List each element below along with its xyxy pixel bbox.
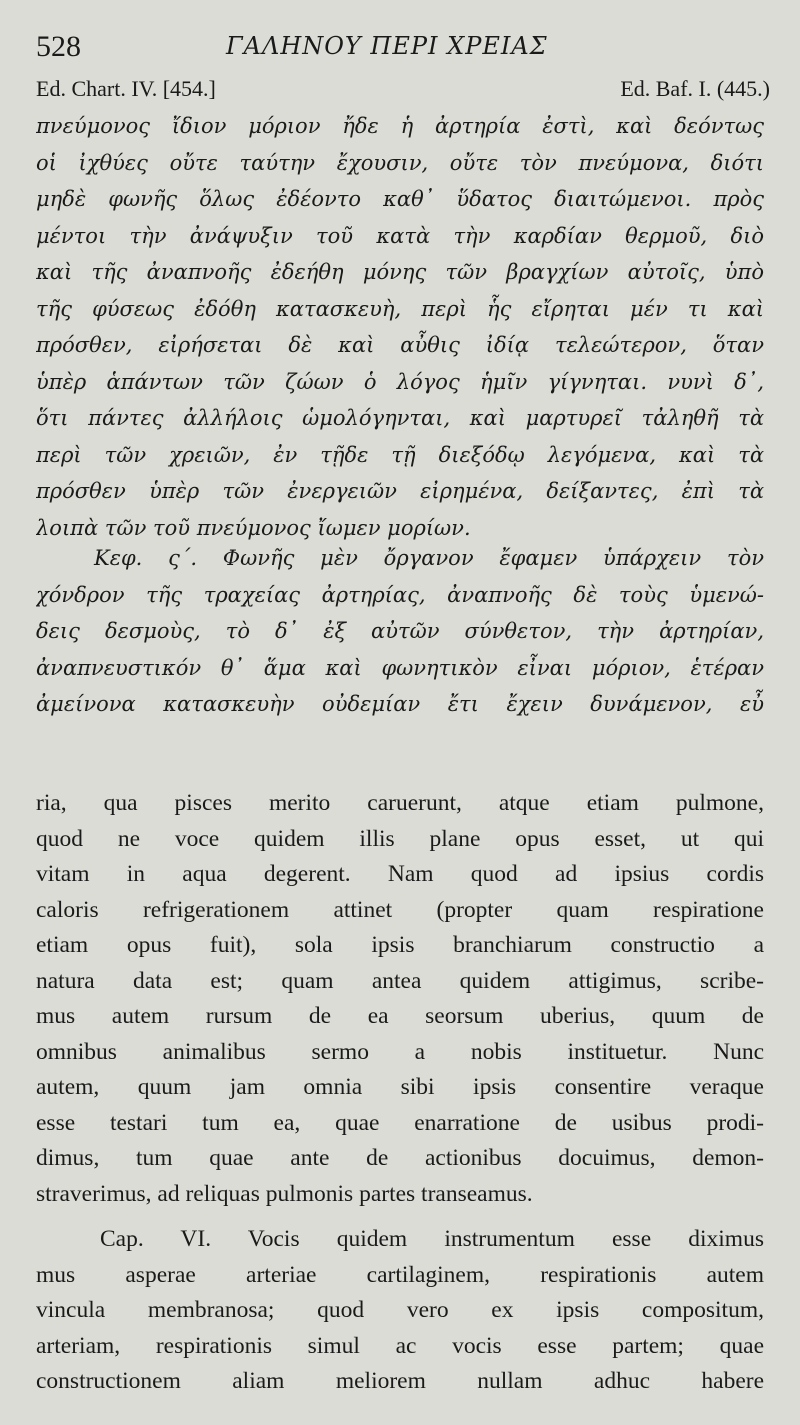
greek-line: ἀναπνευστικόν θ᾽ ἅμα καὶ φωνητικὸν εἶναι μόριον, ἑτέραν <box>36 655 764 680</box>
page-header <box>36 30 770 66</box>
latin-line: natura data est; quam antea quidem attigimus, scribe- <box>36 967 764 994</box>
greek-line: πνεύμονος ἴδιον μόριον ἤδε ἡ ἀρτηρία ἐστὶ, καὶ δεόντως <box>36 114 764 138</box>
greek-line: Κεφ. ς΄. Φωνῆς μὲν ὄργανον ἔφαμεν ὑπάρχειν τὸν <box>94 546 764 570</box>
greek-line: πρόσθεν ὑπὲρ τῶν ἐνεργειῶν εἰρημένα, δείξαντες, ἐπὶ τὰ <box>36 479 764 503</box>
latin-line: constructionem aliam meliorem nullam adhuc habere <box>36 1368 764 1394</box>
latin-line: ria, qua pisces merito caruerunt, atque etiam pulmone, <box>36 790 764 816</box>
greek-line: ἀμείνονα κατασκευὴν οὐδεμίαν ἔτι ἔχειν δυνάμενον, εὖ <box>36 692 764 716</box>
greek-line: οἱ ἰχθύες οὔτε ταύτην ἔχουσιν, οὔτε τὸν πνεύμονα, διότι <box>36 150 764 175</box>
greek-line: τῆς φύσεως ἐδόθη κατασκευὴ, περὶ ἧς εἴρηται μέν τι καὶ <box>36 296 764 321</box>
latin-line: autem, quum jam omnia sibi ipsis consentire veraque <box>36 1074 764 1100</box>
edition-chartier: Ed. Chart. IV. [454.] <box>36 76 216 101</box>
latin-line: vincula membranosa; quod vero ex ipsis compositum, <box>36 1297 764 1323</box>
greek-paragraph-1 <box>36 108 764 546</box>
latin-line: mus asperae arteriae cartilaginem, respirationis autem <box>36 1261 764 1288</box>
edition-references <box>36 76 770 106</box>
greek-line: μέντοι τὴν ἀνάψυξιν τοῦ κατὰ τὴν καρδίαν θερμοῦ, διὸ <box>36 223 764 248</box>
greek-line: χόνδρον τῆς τραχείας ἀρτηρίας, ἀναπνοῆς δὲ τοὺς ὑμενώ- <box>36 582 764 607</box>
edition-basel: Ed. Baf. I. (445.) <box>620 76 770 101</box>
greek-line: μηδὲ φωνῆς ὅλως ἐδέοντο καθ᾽ ὕδατος διαιτώμενοι. πρὸς <box>36 187 764 211</box>
latin-line: quod ne voce quidem illis plane opus esset, ut qui <box>36 825 764 852</box>
greek-line: δεις δεσμοὺς, τὸ δ᾽ ἐξ αὐτῶν σύνθετον, τὴν ἀρτηρίαν, <box>36 619 764 643</box>
page-number: 528 <box>36 30 81 63</box>
latin-line: etiam opus fuit), sola ipsis branchiarum constructio a <box>36 932 764 958</box>
greek-paragraph-2 <box>36 540 764 723</box>
greek-line: λοιπὰ τῶν τοῦ πνεύμονος ἴωμεν μορίων. <box>36 515 471 540</box>
latin-line: vitam in aqua degerent. Nam quod ad ipsius cordis <box>36 861 764 887</box>
latin-paragraph-1 <box>36 786 764 1212</box>
latin-line: straverimus, ad reliquas pulmonis partes transeamus. <box>36 1180 533 1207</box>
greek-line: ὑπὲρ ἁπάντων τῶν ζώων ὁ λόγος ἡμῖν γίγνηται. νυνὶ δ᾽, <box>36 369 764 394</box>
latin-line: dimus, tum quae ante de actionibus docuimus, demon- <box>36 1145 764 1171</box>
greek-line: ὅτι πάντες ἀλλήλοις ὡμολόγηνται, καὶ μαρτυρεῖ τἀληθῆ τὰ <box>36 406 764 430</box>
running-title: ΓΑΛΗΝΟΥ ΠΕΡΙ ΧΡΕΙΑΣ <box>226 32 548 60</box>
latin-line: arteriam, respirationis simul ac vocis esse partem; quae <box>36 1332 764 1359</box>
latin-line: Cap. VI. Vocis quidem instrumentum esse diximus <box>100 1226 764 1252</box>
greek-line: περὶ τῶν χρειῶν, ἐν τῇδε τῇ διεξόδῳ λεγόμενα, καὶ τὰ <box>36 442 764 467</box>
greek-line: καὶ τῆς ἀναπνοῆς ἐδεήθη μόνης τῶν βραγχίων αὐτοῖς, ὑπὸ <box>36 260 764 284</box>
latin-line: caloris refrigerationem attinet (propter quam respiratione <box>36 896 764 923</box>
latin-paragraph-2 <box>36 1222 764 1400</box>
latin-line: omnibus animalibus sermo a nobis instituetur. Nunc <box>36 1038 764 1065</box>
greek-line: πρόσθεν, εἰρήσεται δὲ καὶ αὖθις ἰδίᾳ τελεώτερον, ὅταν <box>36 333 764 357</box>
latin-line: mus autem rursum de ea seorsum uberius, quum de <box>36 1003 764 1029</box>
latin-line: esse testari tum ea, quae enarratione de usibus prodi- <box>36 1109 764 1136</box>
